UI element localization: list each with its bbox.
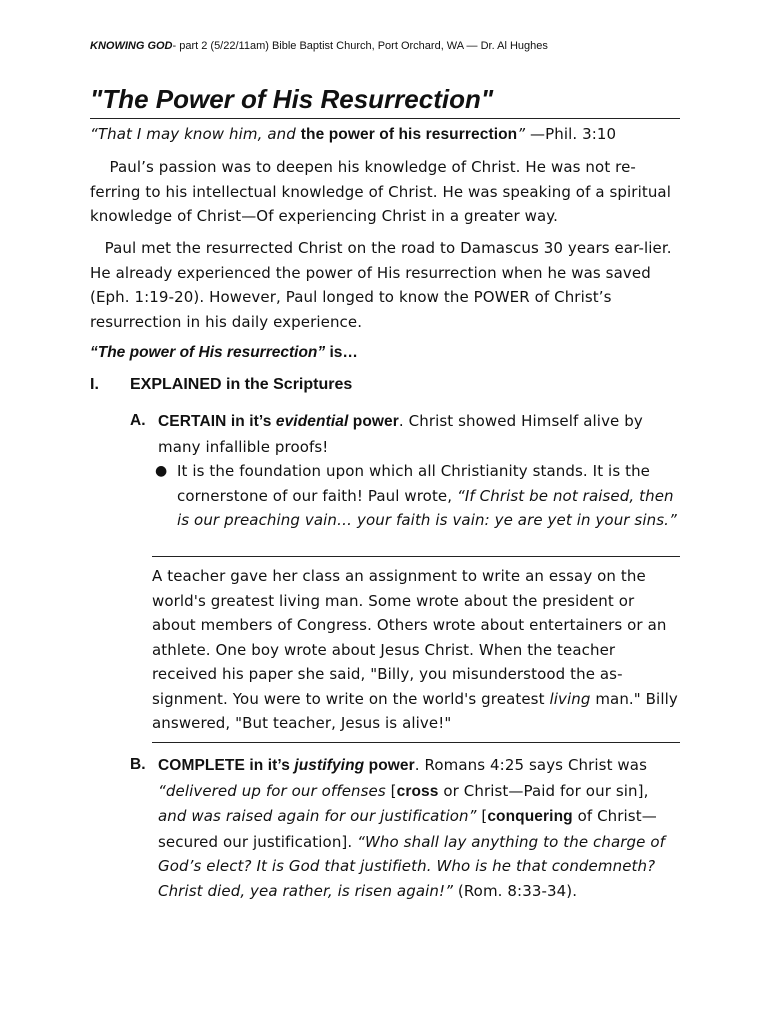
intro-suffix: is… [325,344,358,361]
point-b-text-6: (Rom. 8:33-34). [453,881,578,900]
bullet-quote: “If Christ be not raised, then is our preaching vain… your faith is vain: ye are yet in your sins.” [177,486,677,529]
bullet-text: It is the foundation upon which all Christianity stands. It is the cornerstone of our faith! Paul wrote, [177,462,651,505]
title-underline [90,118,680,119]
point-b-lead [158,757,415,774]
point-b-bold-1: cross [396,782,439,800]
intro-paragraph-1-text: Paul’s passion was to deepen his knowledge of Christ. He was not re-ferring to his intellectual knowledge of Christ. He was speaking of a spiritual knowledge of Christ—Of experiencing Christ in a greater way. [90,158,671,225]
key-verse [90,122,680,148]
point-b-body [158,753,680,903]
point-b-lead-end: power [364,757,415,774]
page-header [90,40,548,52]
point-b-text-3: or Christ—Paid for our sin], [438,781,649,800]
intro-paragraph-2 [90,236,680,334]
point-b-lead-start: COMPLETE in it’s [158,757,295,774]
point-a-lead [158,413,399,430]
illustration-rule-top [152,556,680,557]
illustration-rule-bottom [152,742,680,743]
point-b-text-2: [ [385,781,397,800]
bullet-body [177,459,677,533]
story-text-end: man." Billy answered, "But teacher, Jesus is alive!" [152,689,678,732]
point-a-letter: A. [130,412,146,429]
point-b-italic-3: “Who shall lay anything to the charge of God’s elect? It is God that justifieth. Who is he that condemneth? Christ died, yea rather, is risen again!” [158,832,666,900]
header-details: - part 2 (5/22/11am) Bible Baptist Church, Port Orchard, WA — Dr. Al Hughes [172,40,548,52]
point-a-lead-start: CERTAIN in it’s [158,413,276,430]
intro-quote: “The power of His resurrection” [90,344,326,361]
point-b-text-5: of Christ—secured our justification]. [158,807,657,851]
verse-quote-end: ” [517,125,526,143]
section-number: I. [90,376,99,393]
intro-paragraph-1 [90,155,680,229]
point-a-lead-italic: evidential [275,413,349,430]
bullet-icon: ● [155,463,168,479]
point-b-italic-1: “delivered up for our offenses [158,781,386,800]
story-italic: living [549,689,591,708]
point-b-italic-2: and was raised again for our justification” [158,807,477,825]
point-b-text-4: [ [476,807,488,825]
outline-intro [90,344,358,362]
point-a-lead-end: power [348,413,399,430]
section-label: EXPLAINED in the Scriptures [130,376,353,393]
point-b-letter: B. [130,756,146,773]
verse-quote-bold: the power of his resurrection [300,126,518,143]
sermon-title: "The Power of His Resurrection" [90,84,494,114]
point-b-bold-2: conquering [487,808,573,825]
story-text-start: A teacher gave her class an assignment to write an essay on the world's greatest living man. Some wrote about the president or about members of Congress. Others wrote about entertainers or an athlete. One boy wrote about Jesus Christ. When the teacher received his paper she said, "Billy, you misunderstood the as-signment. You were to write on the world's greatest [152,567,667,708]
point-a-text: . Christ showed Himself alive by many infallible proofs! [158,412,643,456]
illustration-story [152,564,680,736]
intro-paragraph-2-text: Paul met the resurrected Christ on the road to Damascus 30 years ear-lier. He already experienced the power of His resurrection when he was saved (Eph. 1:19-20). However, Paul longed to know the POWER of Christ’s resurrection in his daily experience. [90,239,672,331]
verse-reference: —Phil. 3:10 [525,125,617,143]
point-b-text-1: . Romans 4:25 says Christ was [414,756,648,774]
point-a-body [158,409,680,459]
verse-quote-start: “That I may know him, and [90,125,301,143]
series-name: KNOWING GOD [90,40,173,52]
point-b-lead-italic: justifying [294,757,365,774]
